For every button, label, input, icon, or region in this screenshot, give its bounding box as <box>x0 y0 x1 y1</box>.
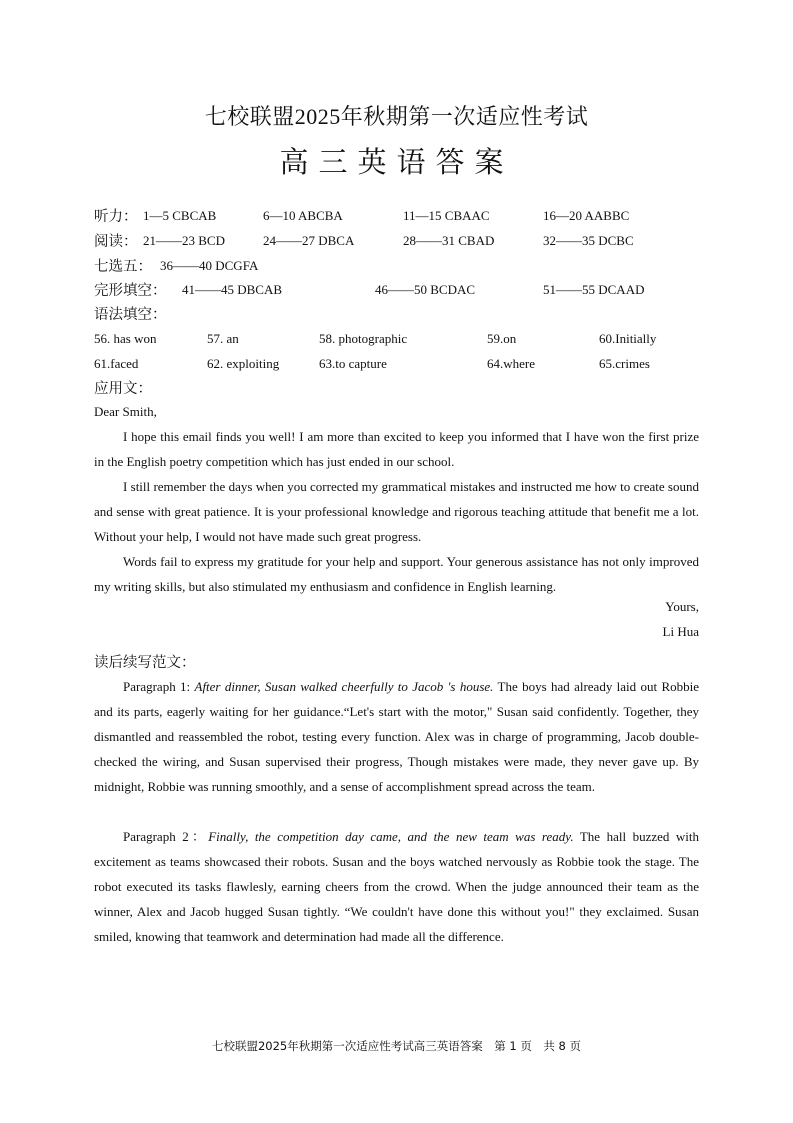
paragraph-1-opening: After dinner, Susan walked cheerfully to Jacob 's house. <box>194 679 494 694</box>
letter-signature: Li Hua <box>662 624 699 639</box>
paragraph-2-opening: Finally, the competition day came, and the new team was ready. <box>208 829 574 844</box>
grammar-answer: 62. exploiting <box>207 356 280 371</box>
reading-label: 阅读： <box>94 234 138 250</box>
listening-answer: 11—15 CBAAC <box>403 208 490 223</box>
letter-paragraph: I still remember the days when you corrected my grammatical mistakes and instructed me how to create sound and sense with great patience. It is your professional knowledge and rigorous teaching attitude that benefit me a lot. Without your help, I would not have made such great progress. <box>94 479 699 544</box>
grammar-answer: 57. an <box>207 331 239 346</box>
grammar-answer: 64.where <box>487 356 536 371</box>
cloze-answer: 41——45 DBCAB <box>182 282 283 297</box>
grammar-answer: 59.on <box>487 331 517 346</box>
continuation-paragraph-1 <box>94 674 699 799</box>
grammar-answer: 63.to capture <box>319 356 387 371</box>
paragraph-2-text: The hall buzzed with excitement as teams showcased their robots. Susan and the boys watched nervously as Robbie took the stage. The robot executed its tasks flawlesly, earning cheers from the crowd. When the judge announced their team as the winner, Alex and Jacob hugged Susan tightly. “We couldn't have done this without you!" they exclaimed. Susan smiled, knowing that teamwork and determination had made all the difference. <box>94 829 699 944</box>
letter-paragraph: Words fail to express my gratitude for your help and support. Your generous assistance has not only improved my writing skills, but also stimulated my enthusiasm and confidence in English learning. <box>94 554 699 594</box>
paragraph-2-label: Paragraph 2： <box>123 829 209 844</box>
grammar-answer: 61.faced <box>94 356 139 371</box>
letter-closing: Yours, <box>665 599 699 614</box>
cloze-answer: 46——50 BCDAC <box>375 282 476 297</box>
cloze-label: 完形填空： <box>94 283 167 299</box>
reading-answer: 21——23 BCD <box>143 233 225 248</box>
seven-five-answer: 36——40 DCGFA <box>160 258 259 273</box>
grammar-answer: 58. photographic <box>319 331 408 346</box>
reading-answer: 32——35 DCBC <box>543 233 634 248</box>
listening-label: 听力： <box>94 209 138 225</box>
continuation-writing-label: 读后续写范文： <box>94 655 196 671</box>
paragraph-1-text: The boys had already laid out Robbie and its parts, eagerly waiting for her guidance.“Let's start with the motor," Susan said confidently. Together, they dismantled and reassembled the robot, testing every function. Alex was in charge of programming, Jacob double-checked the wiring, and Susan supervised their progress, Though mistakes were made, they never gave up. By midnight, Robbie was running smoothly, and a sense of accomplishment spread across the team. <box>94 679 700 794</box>
grammar-answer: 65.crimes <box>599 356 650 371</box>
exam-title: 七校联盟2025年秋期第一次适应性考试 <box>204 104 589 129</box>
letter-greeting: Dear Smith, <box>94 404 157 419</box>
page-footer: 七校联盟2025年秋期第一次适应性考试高三英语答案 第 1 页 共 8 页 <box>211 1039 582 1053</box>
reading-answer: 28——31 CBAD <box>403 233 495 248</box>
continuation-paragraph-2 <box>94 824 699 949</box>
answer-key-title: 高三英语答案 <box>279 147 514 179</box>
letter-paragraph: I hope this email finds you well! I am more than excited to keep you informed that I have won the first prize in the English poetry competition which has just ended in our school. <box>94 429 699 469</box>
grammar-label: 语法填空： <box>94 307 167 323</box>
grammar-answer: 56. has won <box>94 331 157 346</box>
listening-answer: 16—20 AABBC <box>543 208 630 223</box>
cloze-answer: 51——55 DCAAD <box>543 282 645 297</box>
seven-five-label: 七选五： <box>94 259 152 275</box>
paragraph-1-label: Paragraph 1: <box>123 679 195 694</box>
grammar-answer: 60.Initially <box>599 331 657 346</box>
practical-writing-label: 应用文： <box>94 381 152 397</box>
listening-answer: 6—10 ABCBA <box>263 208 343 223</box>
reading-answer: 24——27 DBCA <box>263 233 355 248</box>
listening-answer: 1—5 CBCAB <box>143 208 217 223</box>
